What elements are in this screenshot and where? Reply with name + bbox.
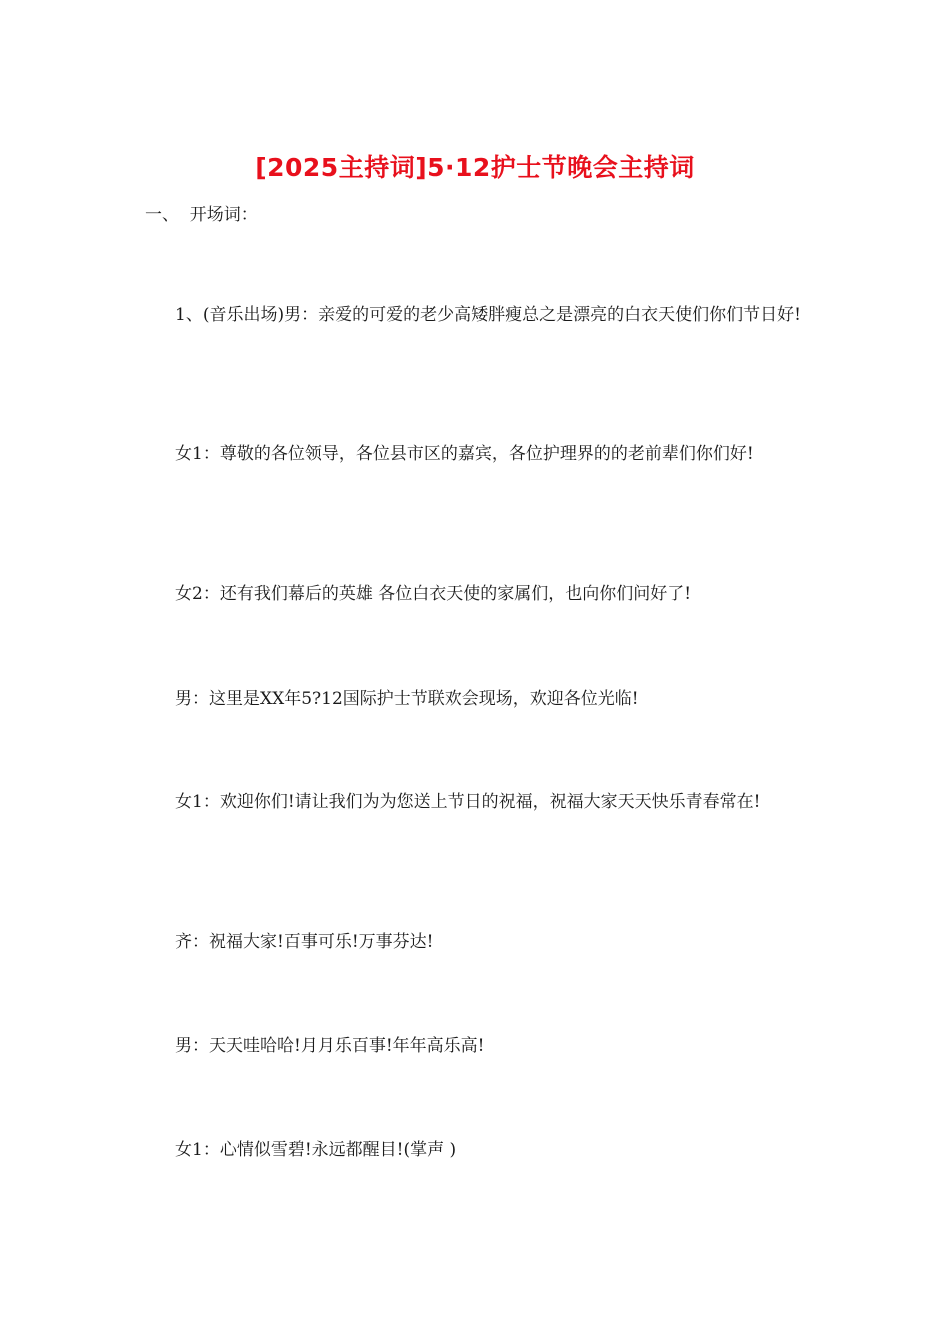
paragraph: 女1：心情似雪碧!永远都醒目!(掌声 ) xyxy=(175,1140,457,1160)
section-heading: 一、 开场词： xyxy=(145,205,258,225)
paragraph: 1、(音乐出场)男：亲爱的可爱的老少高矮胖瘦总之是漂亮的白衣天使们你们节日好! xyxy=(175,305,801,325)
paragraph: 女1：尊敬的各位领导，各位县市区的嘉宾，各位护理界的的老前辈们你们好! xyxy=(175,444,754,464)
paragraph: 齐：祝福大家!百事可乐!万事芬达! xyxy=(175,932,434,952)
paragraph: 男：这里是XX年5?12国际护士节联欢会现场，欢迎各位光临! xyxy=(175,689,639,709)
paragraph: 女1：欢迎你们!请让我们为为您送上节日的祝福，祝福大家天天快乐青春常在! xyxy=(175,792,761,812)
paragraph: 男：天天哇哈哈!月月乐百事!年年高乐高! xyxy=(175,1036,485,1056)
paragraph: 女2：还有我们幕后的英雄 各位白衣天使的家属们，也向你们问好了! xyxy=(175,584,692,604)
document-title: [2025主持词]5·12护士节晚会主持词 xyxy=(255,153,695,182)
